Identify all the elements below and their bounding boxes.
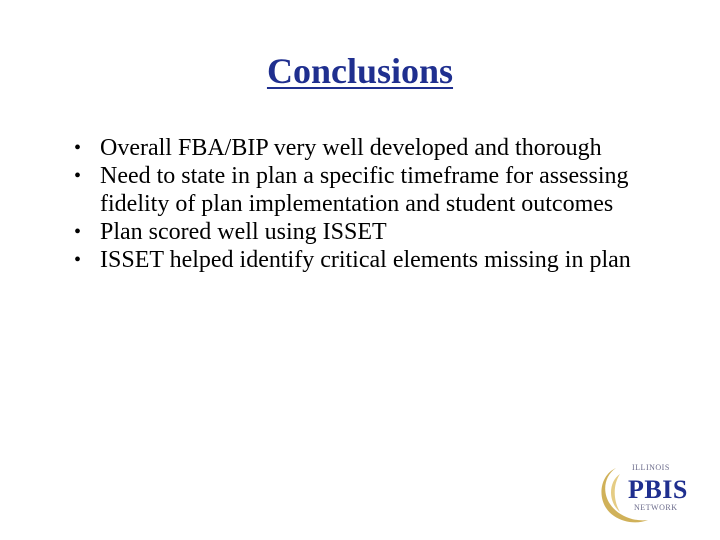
bullet-text: Overall FBA/BIP very well developed and thorough: [100, 135, 602, 161]
logo-line3: NETWORK: [634, 503, 678, 512]
bullet-text: Need to state in plan a specific timeframe for assessing fidelity of plan implementation and student outcomes: [100, 163, 629, 217]
logo-line2: PBIS: [628, 475, 688, 504]
logo-line1: ILLINOIS: [632, 463, 670, 472]
bullet-list: [74, 134, 684, 274]
bullet-text: Plan scored well using ISSET: [100, 219, 387, 245]
illinois-pbis-network-logo: [594, 458, 694, 526]
slide-title: Conclusions: [266, 51, 454, 91]
bullet-item: [74, 218, 684, 246]
bullet-item: [74, 246, 684, 274]
bullet-dot-icon: •: [74, 221, 82, 243]
bullet-item: [74, 134, 684, 162]
bullet-dot-icon: •: [74, 249, 82, 271]
bullet-dot-icon: •: [74, 137, 82, 159]
bullet-text: ISSET helped identify critical elements missing in plan: [100, 247, 631, 273]
logo-swoosh-inner-icon: [611, 474, 620, 512]
bullet-item: [74, 162, 684, 218]
bullet-dot-icon: •: [74, 165, 82, 187]
